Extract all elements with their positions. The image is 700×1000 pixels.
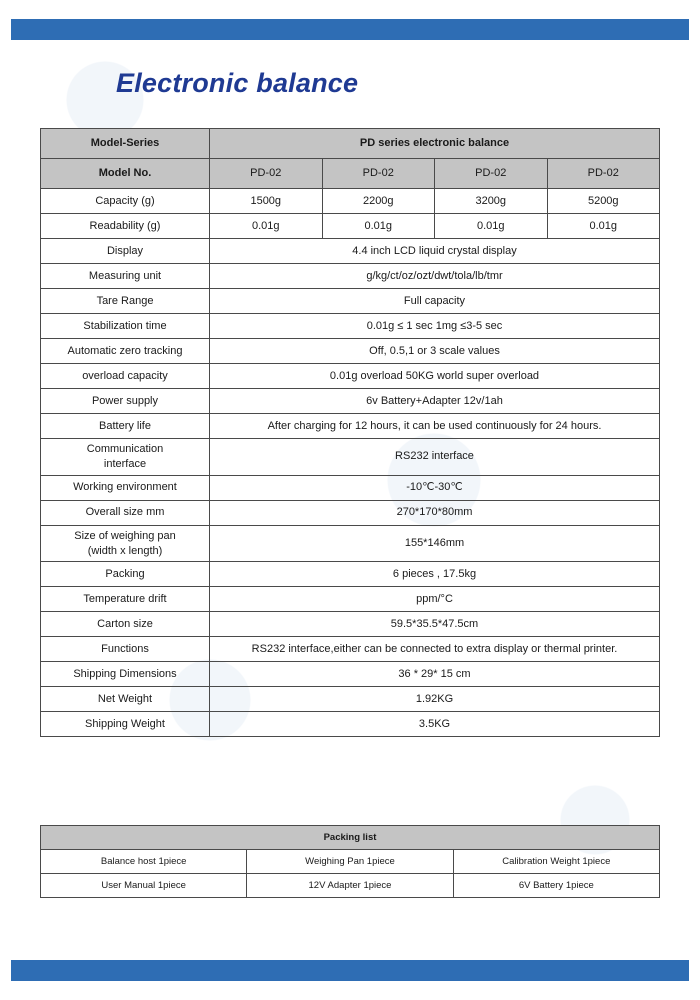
row-label: Shipping Dimensions xyxy=(41,662,210,687)
model-no-value-2: PD-02 xyxy=(322,159,435,189)
table-row-net-weight xyxy=(41,687,660,712)
row-label: overload capacity xyxy=(41,364,210,389)
table-row-shipping-weight xyxy=(41,712,660,737)
table-row-overall-size xyxy=(41,500,660,525)
table-row-stabilization-time xyxy=(41,314,660,339)
row-label: Capacity (g) xyxy=(41,189,210,214)
packing-list-cell: User Manual 1piece xyxy=(41,874,247,898)
row-value: Off, 0.5,1 or 3 scale values xyxy=(210,339,660,364)
row-label: Readability (g) xyxy=(41,214,210,239)
model-no-label: Model No. xyxy=(41,159,210,189)
row-label: Working environment xyxy=(41,475,210,500)
table-row-carton-size xyxy=(41,612,660,637)
table-row-display xyxy=(41,239,660,264)
model-no-value-3: PD-02 xyxy=(435,159,548,189)
model-series-value: PD series electronic balance xyxy=(210,129,660,159)
table-row-tare-range xyxy=(41,289,660,314)
row-value: 155*146mm xyxy=(210,525,660,562)
row-label: Display xyxy=(41,239,210,264)
table-row-capacity xyxy=(41,189,660,214)
table-row-communication-interface xyxy=(41,439,660,476)
header-rule-bar xyxy=(11,19,689,40)
table-row-working-environment xyxy=(41,475,660,500)
packing-list-row xyxy=(41,874,660,898)
table-row-model-series xyxy=(41,129,660,159)
row-value: 6 pieces , 17.5kg xyxy=(210,562,660,587)
row-value: 0.01g ≤ 1 sec 1mg ≤3-5 sec xyxy=(210,314,660,339)
table-row-battery-life xyxy=(41,414,660,439)
page-title: Electronic balance xyxy=(116,68,359,98)
row-value: 2200g xyxy=(322,189,435,214)
row-label: Stabilization time xyxy=(41,314,210,339)
specification-table xyxy=(40,128,660,737)
row-value: g/kg/ct/oz/ozt/dwt/tola/lb/tmr xyxy=(210,264,660,289)
row-label: Carton size xyxy=(41,612,210,637)
row-value: 36 * 29* 15 cm xyxy=(210,662,660,687)
row-label: Functions xyxy=(41,637,210,662)
packing-list-table xyxy=(40,825,660,898)
table-row-measuring-unit xyxy=(41,264,660,289)
row-value: 0.01g xyxy=(435,214,548,239)
row-label-line1: Size of weighing pan xyxy=(74,529,176,542)
row-label: Automatic zero tracking xyxy=(41,339,210,364)
row-value: 0.01g overload 50KG world super overload xyxy=(210,364,660,389)
packing-list-row xyxy=(41,850,660,874)
row-label xyxy=(41,525,210,562)
row-label: Tare Range xyxy=(41,289,210,314)
footer-rule-bar xyxy=(11,960,689,981)
packing-list-cell: Balance host 1piece xyxy=(41,850,247,874)
row-label xyxy=(41,439,210,476)
row-value: 0.01g xyxy=(322,214,435,239)
row-label: Measuring unit xyxy=(41,264,210,289)
row-value: 0.01g xyxy=(210,214,323,239)
row-label: Net Weight xyxy=(41,687,210,712)
packing-list-header-row xyxy=(41,826,660,850)
row-value: 5200g xyxy=(547,189,660,214)
packing-list-title: Packing list xyxy=(41,826,660,850)
packing-list-cell: Calibration Weight 1piece xyxy=(453,850,659,874)
table-row-functions xyxy=(41,637,660,662)
row-label: Overall size mm xyxy=(41,500,210,525)
table-row-overload-capacity xyxy=(41,364,660,389)
row-label-line2: (width x length) xyxy=(87,544,163,557)
row-value: ppm/°C xyxy=(210,587,660,612)
row-value: 0.01g xyxy=(547,214,660,239)
row-value: 1.92KG xyxy=(210,687,660,712)
row-label: Battery life xyxy=(41,414,210,439)
table-row-readability xyxy=(41,214,660,239)
table-row-automatic-zero-tracking xyxy=(41,339,660,364)
table-row-model-no xyxy=(41,159,660,189)
row-value: 3200g xyxy=(435,189,548,214)
row-value: 3.5KG xyxy=(210,712,660,737)
row-value: 4.4 inch LCD liquid crystal display xyxy=(210,239,660,264)
table-row-packing xyxy=(41,562,660,587)
table-row-power-supply xyxy=(41,389,660,414)
model-no-value-1: PD-02 xyxy=(210,159,323,189)
row-value: -10℃-30℃ xyxy=(210,475,660,500)
row-value: Full capacity xyxy=(210,289,660,314)
row-value: 6v Battery+Adapter 12v/1ah xyxy=(210,389,660,414)
row-label: Shipping Weight xyxy=(41,712,210,737)
row-label: Temperature drift xyxy=(41,587,210,612)
row-label: Packing xyxy=(41,562,210,587)
row-value: 1500g xyxy=(210,189,323,214)
packing-list-cell: 6V Battery 1piece xyxy=(453,874,659,898)
row-value: 59.5*35.5*47.5cm xyxy=(210,612,660,637)
packing-list-cell: 12V Adapter 1piece xyxy=(247,874,453,898)
row-value: After charging for 12 hours, it can be used continuously for 24 hours. xyxy=(210,414,660,439)
packing-list-cell: Weighing Pan 1piece xyxy=(247,850,453,874)
model-no-value-4: PD-02 xyxy=(547,159,660,189)
model-series-label: Model-Series xyxy=(41,129,210,159)
table-row-shipping-dimensions xyxy=(41,662,660,687)
row-value: RS232 interface xyxy=(210,439,660,476)
table-row-size-of-weighing-pan xyxy=(41,525,660,562)
row-label-line2: interface xyxy=(103,457,147,470)
row-label-line1: Communication xyxy=(86,443,164,455)
row-value: RS232 interface,either can be connected to extra display or thermal printer. xyxy=(210,637,660,662)
row-value: 270*170*80mm xyxy=(210,500,660,525)
row-label: Power supply xyxy=(41,389,210,414)
table-row-temperature-drift xyxy=(41,587,660,612)
